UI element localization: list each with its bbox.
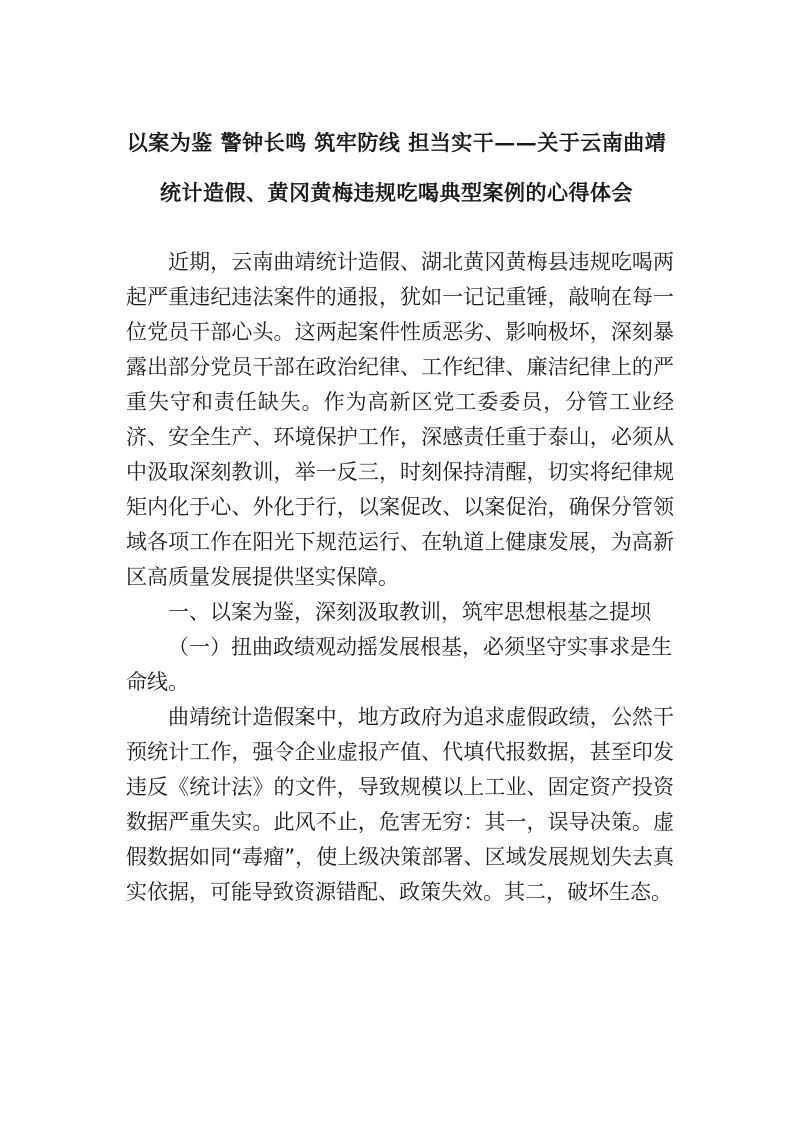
document-title-line-1: 以案为鉴 警钟长鸣 筑牢防线 担当实干——关于云南曲靖 (126, 130, 667, 155)
paragraph-case-analysis: 曲靖统计造假案中，地方政府为追求虚假政绩，公然干预统计工作，强令企业虚报产值、代填代报数据，甚至印发违反《统计法》的文件，导致规模以上工业、固定资产投资数据严重失实。此风不止，危害无穷：其一，误导决策。虚假数据如同“毒瘤”，使上级决策部署、区域发展规划失去真实依据，可能导致资源错配、政策失效。其二，破坏生态。 (126, 705, 674, 904)
subsection-heading-1: （一）扭曲政绩观动摇发展根基，必须坚守实事求是生命线。 (126, 635, 672, 694)
document-title-line-2: 统计造假、黄冈黄梅违规吃喝典型案例的心得体会 (160, 180, 633, 205)
document-body (126, 245, 674, 910)
section-heading-1: 一、以案为鉴，深刻汲取教训，筑牢思想根基之提坝 (168, 600, 651, 624)
paragraph-intro: 近期，云南曲靖统计造假、湖北黄冈黄梅县违规吃喝两起严重违纪违法案件的通报，犹如一记记重锤，敲响在每一位党员干部心头。这两起案件性质恶劣、影响极坏，深刻暴露出部分党员干部在政治纪律、工作纪律、廉洁纪律上的严重失守和责任缺失。作为高新区党工委委员，分管工业经济、安全生产、环境保护工作，深感责任重于泰山，必须从中汲取深刻教训，举一反三，时刻保持清醒，切实将纪律规矩内化于心、外化于行，以案促改、以案促治，确保分管领域各项工作在阳光下规范运行、在轨道上健康发展，为高新区高质量发展提供坚实保障。 (126, 250, 674, 589)
